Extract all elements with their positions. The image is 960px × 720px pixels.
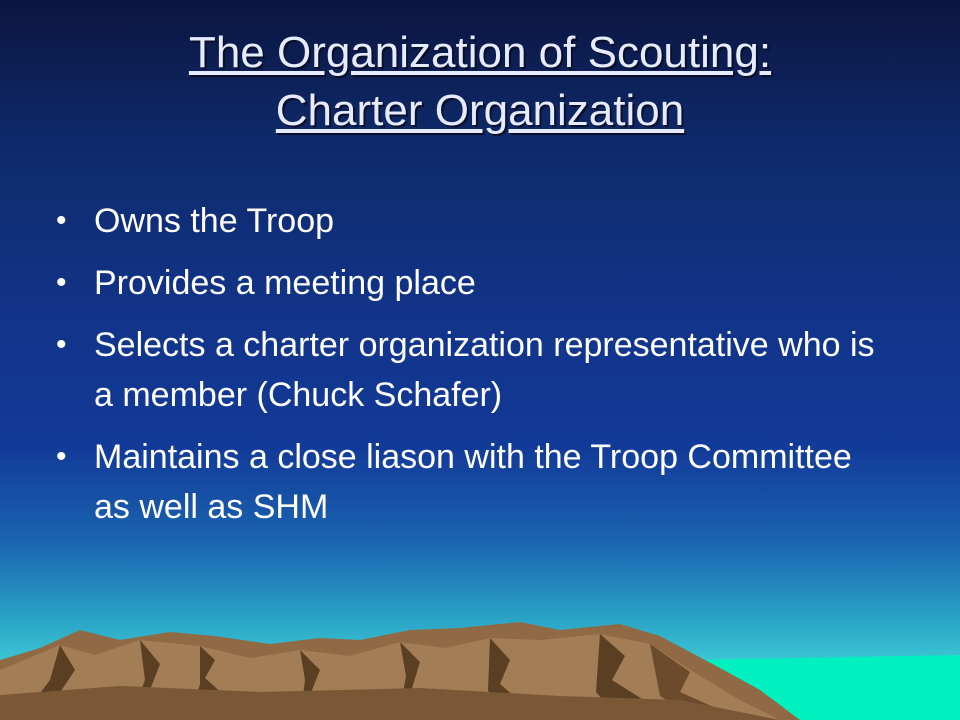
slide-title (40, 24, 920, 140)
bullet-item (56, 432, 896, 532)
bullet-item (56, 196, 896, 246)
bullet-icon: • (56, 204, 67, 237)
bullet-item (56, 320, 896, 420)
bullet-item (56, 258, 896, 308)
bullet-text: Owns the Troop (94, 202, 335, 240)
bullet-icon: • (56, 266, 67, 299)
bullet-list (56, 196, 896, 544)
mountain-scenery (0, 600, 960, 720)
bullet-text: Selects a charter organization representative who is a member (Chuck Schafer) (94, 326, 875, 414)
bullet-icon: • (56, 328, 67, 361)
bullet-text: Maintains a close liason with the Troop Committee as well as SHM (94, 438, 852, 526)
title-line-1: The Organization of Scouting: (188, 28, 772, 77)
bullet-icon: • (56, 440, 67, 473)
title-line-2: Charter Organization (275, 86, 685, 135)
bullet-text: Provides a meeting place (94, 264, 476, 302)
